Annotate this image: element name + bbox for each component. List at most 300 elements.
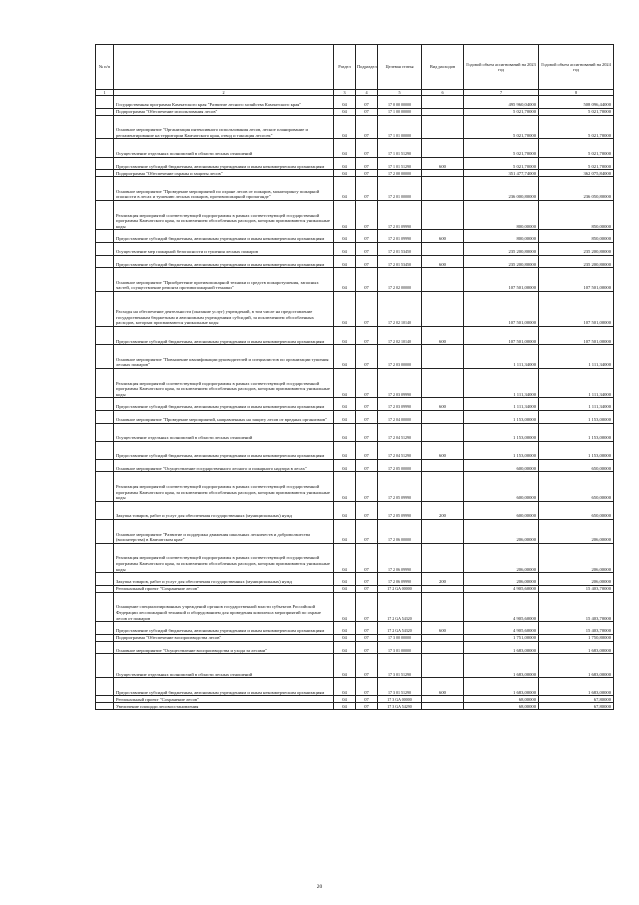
row-name-cell: Региональный проект "Сохранение лесов" — [114, 585, 334, 592]
row-expense-type-cell — [422, 108, 464, 115]
row-expense-type-cell: 600 — [422, 255, 464, 268]
row-2023-cell: 1 111,34000 — [464, 345, 539, 369]
table-row — [96, 423, 614, 441]
row-2024-cell: 650,00000 — [539, 459, 614, 472]
row-2024-cell: 1 153,00000 — [539, 410, 614, 423]
row-expense-type-cell — [422, 345, 464, 369]
row-section-cell: 04 — [334, 459, 356, 472]
row-2023-cell: 600,00000 — [464, 459, 539, 472]
column-number: 1 — [96, 90, 114, 96]
row-target-cell: 17 2 01 09990 — [378, 230, 422, 243]
row-2023-cell: 4 905,60000 — [464, 622, 539, 635]
table-row — [96, 96, 614, 109]
row-2023-cell: 206,00000 — [464, 573, 539, 586]
table-row — [96, 678, 614, 696]
row-section-cell: 04 — [334, 242, 356, 255]
row-section-cell: 04 — [334, 139, 356, 157]
row-name-cell: Основное мероприятие "Развитие и поддержка движения школьных лесничеств и добровольчества (волонтерства) в Камчатском крае" — [114, 520, 334, 544]
row-target-cell: 17 3 GA 00000 — [378, 696, 422, 703]
row-2024-cell: 508 096,44000 — [539, 96, 614, 109]
table-row — [96, 108, 614, 115]
header-num: № п/п — [96, 45, 114, 90]
row-name-cell: Предоставление субсидий бюджетным, автономным учреждениям и иным некоммерческим организациям — [114, 441, 334, 459]
row-num-cell — [96, 654, 114, 678]
row-num-cell — [96, 441, 114, 459]
row-subsection-cell: 07 — [356, 255, 378, 268]
row-name-cell: Подпрограмма "Обеспечение охраны и защиты лесов" — [114, 170, 334, 177]
row-expense-type-cell: 600 — [422, 622, 464, 635]
row-name-cell: Предоставление субсидий бюджетным, автономным учреждениям и иным некоммерческим организациям — [114, 622, 334, 635]
row-subsection-cell: 07 — [356, 472, 378, 501]
row-expense-type-cell — [422, 703, 464, 710]
row-target-cell: 17 3 GA 54290 — [378, 703, 422, 710]
row-num-cell — [96, 641, 114, 654]
row-target-cell: 17 1 00 00000 — [378, 108, 422, 115]
row-2024-cell: 650,00000 — [539, 501, 614, 519]
row-2024-cell: 206,00000 — [539, 543, 614, 572]
header-subsection: Подраздел — [356, 45, 378, 90]
column-number: 6 — [422, 90, 464, 96]
row-section-cell: 04 — [334, 268, 356, 292]
row-subsection-cell: 07 — [356, 177, 378, 201]
row-subsection-cell: 07 — [356, 543, 378, 572]
row-subsection-cell: 07 — [356, 423, 378, 441]
row-name-cell: Закупка товаров, работ и услуг для обеспечения государственных (муниципальных) нужд — [114, 573, 334, 586]
header-name — [114, 45, 334, 90]
row-num-cell — [96, 345, 114, 369]
row-2024-cell: 235 200,80000 — [539, 242, 614, 255]
row-name-cell: Предоставление субсидий бюджетным, автономным учреждениям и иным некоммерческим организациям — [114, 157, 334, 170]
row-name-cell: Государственная программа Камчатского края "Развитие лесного хозяйства Камчатского края" — [114, 96, 334, 109]
row-target-cell: 17 2 04 51290 — [378, 423, 422, 441]
row-2023-cell: 206,00000 — [464, 520, 539, 544]
table-row — [96, 543, 614, 572]
row-2024-cell: 15 403,70000 — [539, 585, 614, 592]
row-expense-type-cell — [422, 242, 464, 255]
row-target-cell: 17 2 03 09990 — [378, 368, 422, 397]
row-section-cell: 04 — [334, 177, 356, 201]
row-target-cell: 17 2 03 00000 — [378, 345, 422, 369]
row-subsection-cell: 07 — [356, 230, 378, 243]
row-subsection-cell: 07 — [356, 368, 378, 397]
row-num-cell — [96, 634, 114, 641]
row-name-cell: Подпрограмма "Обеспечение воспроизводства лесов" — [114, 634, 334, 641]
row-expense-type-cell — [422, 585, 464, 592]
row-expense-type-cell — [422, 472, 464, 501]
row-section-cell: 04 — [334, 472, 356, 501]
row-expense-type-cell — [422, 696, 464, 703]
row-name-cell: Основное мероприятие "Приобретение противопожарной техники и средств пожаротушения, запасных частей, осуществление ремонта противопожарной техники" — [114, 268, 334, 292]
row-2023-cell: 235 200,80000 — [464, 255, 539, 268]
row-subsection-cell: 07 — [356, 139, 378, 157]
row-2024-cell: 67,80000 — [539, 696, 614, 703]
row-subsection-cell: 07 — [356, 441, 378, 459]
row-2024-cell: 236 050,80000 — [539, 177, 614, 201]
row-2024-cell: 107 501,00000 — [539, 326, 614, 344]
table-row — [96, 641, 614, 654]
row-name-cell: Оснащение специализированных учреждений органов государственной власти субъектов Российской Федерации лесопожарной техникой и оборудованием для проведения комплекса мероприятий по охране лесов от пожаров — [114, 592, 334, 621]
row-name-cell: Основное мероприятие "Проведение мероприятий, направленных на защиту лесов от вредных организмов" — [114, 410, 334, 423]
row-name-cell: Предоставление субсидий бюджетным, автономным учреждениям и иным некоммерческим организациям — [114, 230, 334, 243]
page-number: 20 — [316, 884, 323, 890]
row-section-cell: 04 — [334, 157, 356, 170]
row-section-cell: 04 — [334, 291, 356, 326]
row-2023-cell: 495 960,04000 — [464, 96, 539, 109]
header-expense-type: Вид расходов — [422, 45, 464, 90]
table-row — [96, 326, 614, 344]
table-row — [96, 654, 614, 678]
row-num-cell — [96, 268, 114, 292]
row-name-cell: Региональный проект "Сохранение лесов" — [114, 696, 334, 703]
row-target-cell: 17 2 04 51290 — [378, 441, 422, 459]
row-section-cell: 04 — [334, 703, 356, 710]
table-row — [96, 520, 614, 544]
row-target-cell: 17 3 01 51290 — [378, 678, 422, 696]
column-number: 2 — [114, 90, 334, 96]
row-2024-cell: 650,00000 — [539, 472, 614, 501]
row-name-cell: Предоставление субсидий бюджетным, автономным учреждениям и иным некоммерческим организациям — [114, 326, 334, 344]
row-expense-type-cell — [422, 592, 464, 621]
row-section-cell: 04 — [334, 696, 356, 703]
row-section-cell: 04 — [334, 678, 356, 696]
row-expense-type-cell — [422, 634, 464, 641]
row-2024-cell: 1 683,00000 — [539, 641, 614, 654]
row-expense-type-cell — [422, 268, 464, 292]
row-num-cell — [96, 368, 114, 397]
row-num-cell — [96, 520, 114, 544]
row-subsection-cell: 07 — [356, 654, 378, 678]
row-expense-type-cell — [422, 459, 464, 472]
column-number: 7 — [464, 90, 539, 96]
row-num-cell — [96, 696, 114, 703]
row-section-cell: 04 — [334, 326, 356, 344]
row-2024-cell: 1 683,00000 — [539, 678, 614, 696]
row-subsection-cell: 07 — [356, 291, 378, 326]
row-target-cell: 17 2 01 00000 — [378, 177, 422, 201]
row-expense-type-cell: 600 — [422, 678, 464, 696]
row-name-cell: Реализация мероприятий соответствующей подпрограммы в рамках соответствующей государственной программы Камчатского края, за исключением обособленных расходов, которым присваиваются уникальные коды — [114, 200, 334, 229]
row-2023-cell: 5 021,70000 — [464, 157, 539, 170]
row-2023-cell: 600,00000 — [464, 501, 539, 519]
table-row — [96, 157, 614, 170]
row-section-cell: 04 — [334, 200, 356, 229]
row-section-cell: 04 — [334, 96, 356, 109]
row-2024-cell: 206,00000 — [539, 520, 614, 544]
header-2023: Годовой объем ассигнований на 2023 год — [464, 45, 539, 90]
table-row — [96, 291, 614, 326]
row-num-cell — [96, 255, 114, 268]
row-section-cell: 04 — [334, 170, 356, 177]
row-section-cell: 04 — [334, 573, 356, 586]
table-row — [96, 459, 614, 472]
table-row — [96, 634, 614, 641]
row-expense-type-cell — [422, 170, 464, 177]
row-subsection-cell: 07 — [356, 242, 378, 255]
row-2024-cell: 5 021,70000 — [539, 139, 614, 157]
row-2024-cell: 67,80000 — [539, 703, 614, 710]
column-number: 3 — [334, 90, 356, 96]
row-target-cell: 17 2 01 53450 — [378, 242, 422, 255]
row-2023-cell: 5 021,70000 — [464, 115, 539, 139]
row-2024-cell: 362 075,84000 — [539, 170, 614, 177]
table-row — [96, 501, 614, 519]
row-name-cell: Реализация мероприятий соответствующей подпрограммы в рамках соответствующей государственной программы Камчатского края, за исключением обособленных расходов, которым присваиваются уникальные коды — [114, 472, 334, 501]
row-name-cell: Основное мероприятие "Повышение квалификации руководителей и специалистов по организации тушения лесных пожаров" — [114, 345, 334, 369]
row-target-cell: 17 2 01 53450 — [378, 255, 422, 268]
row-subsection-cell: 07 — [356, 678, 378, 696]
row-target-cell: 17 1 01 00000 — [378, 115, 422, 139]
row-2023-cell: 351 477,74000 — [464, 170, 539, 177]
table-row — [96, 441, 614, 459]
row-subsection-cell: 07 — [356, 696, 378, 703]
row-name-cell: Реализация мероприятий соответствующей подпрограммы в рамках соответствующей государственной программы Камчатского края, за исключением обособленных расходов, которым присваиваются уникальные коды — [114, 543, 334, 572]
row-2024-cell: 850,00000 — [539, 230, 614, 243]
row-section-cell: 04 — [334, 520, 356, 544]
row-num-cell — [96, 410, 114, 423]
row-expense-type-cell: 600 — [422, 157, 464, 170]
row-expense-type-cell — [422, 291, 464, 326]
row-subsection-cell: 07 — [356, 703, 378, 710]
table-body — [96, 96, 614, 710]
row-num-cell — [96, 592, 114, 621]
row-2023-cell: 1 153,00000 — [464, 423, 539, 441]
table-row — [96, 696, 614, 703]
row-2024-cell: 107 501,00000 — [539, 268, 614, 292]
row-2023-cell: 1 153,00000 — [464, 410, 539, 423]
row-subsection-cell: 07 — [356, 398, 378, 411]
table-row — [96, 268, 614, 292]
row-expense-type-cell: 600 — [422, 398, 464, 411]
table-row — [96, 115, 614, 139]
row-2024-cell: 5 021,70000 — [539, 115, 614, 139]
row-num-cell — [96, 177, 114, 201]
row-expense-type-cell — [422, 410, 464, 423]
table-row — [96, 703, 614, 710]
row-num-cell — [96, 703, 114, 710]
row-section-cell: 04 — [334, 345, 356, 369]
table-row — [96, 170, 614, 177]
row-target-cell: 17 2 02 10140 — [378, 291, 422, 326]
row-subsection-cell: 07 — [356, 592, 378, 621]
row-subsection-cell: 07 — [356, 410, 378, 423]
row-subsection-cell: 07 — [356, 170, 378, 177]
row-2024-cell: 15 403,70000 — [539, 592, 614, 621]
table-row — [96, 345, 614, 369]
row-name-cell: Основное мероприятие "Проведение мероприятий по охране лесов от пожаров, мониторингу пожарной опасности в лесах и тушению лесных пожаров, противопожарной пропаганде" — [114, 177, 334, 201]
row-2023-cell: 107 501,00000 — [464, 268, 539, 292]
row-section-cell: 04 — [334, 423, 356, 441]
row-section-cell: 04 — [334, 654, 356, 678]
row-target-cell: 17 1 01 51290 — [378, 157, 422, 170]
row-section-cell: 04 — [334, 410, 356, 423]
row-target-cell: 17 2 06 00000 — [378, 520, 422, 544]
table-row — [96, 573, 614, 586]
row-expense-type-cell — [422, 543, 464, 572]
row-num-cell — [96, 139, 114, 157]
table-row — [96, 200, 614, 229]
row-name-cell: Предоставление субсидий бюджетным, автономным учреждениям и иным некоммерческим организациям — [114, 398, 334, 411]
row-num-cell — [96, 398, 114, 411]
row-2024-cell: 1 111,34000 — [539, 345, 614, 369]
row-target-cell: 17 2 02 10140 — [378, 326, 422, 344]
table-row — [96, 592, 614, 621]
row-2023-cell: 1 153,00000 — [464, 441, 539, 459]
row-2024-cell: 15 403,70000 — [539, 622, 614, 635]
row-subsection-cell: 07 — [356, 108, 378, 115]
row-2024-cell: 206,00000 — [539, 573, 614, 586]
row-num-cell — [96, 678, 114, 696]
row-target-cell: 17 3 01 00000 — [378, 641, 422, 654]
row-2024-cell: 107 501,00000 — [539, 291, 614, 326]
row-expense-type-cell — [422, 139, 464, 157]
table-header-row — [96, 45, 614, 90]
row-expense-type-cell — [422, 96, 464, 109]
row-name-cell: Расходы на обеспечение деятельности (оказание услуг) учреждений, в том числе на предоставление государственным бюджетным и автономным учреждениям субсидий, за исключением обособленных расходов, которым присваиваются уникальные коды — [114, 291, 334, 326]
row-num-cell — [96, 459, 114, 472]
row-name-cell: Основное мероприятие "Осуществление государственного лесного и пожарного надзора в лесах" — [114, 459, 334, 472]
row-section-cell: 04 — [334, 501, 356, 519]
row-target-cell: 17 2 05 09990 — [378, 472, 422, 501]
row-target-cell: 17 3 01 51290 — [378, 654, 422, 678]
row-subsection-cell: 07 — [356, 641, 378, 654]
row-target-cell: 17 2 02 00000 — [378, 268, 422, 292]
row-section-cell: 04 — [334, 585, 356, 592]
header-2024: Годовой объем ассигнований на 2024 год — [539, 45, 614, 90]
row-name-cell: Подпрограмма "Обеспечение использования лесов" — [114, 108, 334, 115]
row-2024-cell: 1 683,00000 — [539, 654, 614, 678]
row-subsection-cell: 07 — [356, 157, 378, 170]
row-subsection-cell: 07 — [356, 268, 378, 292]
row-2023-cell: 1 683,00000 — [464, 654, 539, 678]
row-2023-cell: 600,00000 — [464, 472, 539, 501]
row-name-cell: Осуществление отдельных полномочий в области лесных отношений — [114, 654, 334, 678]
row-expense-type-cell — [422, 368, 464, 397]
table-row — [96, 472, 614, 501]
row-subsection-cell: 07 — [356, 622, 378, 635]
row-subsection-cell: 07 — [356, 345, 378, 369]
row-2024-cell: 850,00000 — [539, 200, 614, 229]
row-2023-cell: 4 905,60000 — [464, 585, 539, 592]
row-expense-type-cell: 600 — [422, 441, 464, 459]
row-name-cell: Предоставление субсидий бюджетным, автономным учреждениям и иным некоммерческим организациям — [114, 255, 334, 268]
table-row — [96, 410, 614, 423]
row-2023-cell: 1 683,00000 — [464, 641, 539, 654]
header-target: Целевая статья — [378, 45, 422, 90]
row-subsection-cell: 07 — [356, 459, 378, 472]
row-target-cell: 17 2 06 09990 — [378, 543, 422, 572]
row-section-cell: 04 — [334, 398, 356, 411]
row-subsection-cell: 07 — [356, 326, 378, 344]
row-section-cell: 04 — [334, 641, 356, 654]
row-section-cell: 04 — [334, 115, 356, 139]
row-num-cell — [96, 472, 114, 501]
row-target-cell: 17 1 01 51290 — [378, 139, 422, 157]
row-2024-cell: 5 021,70000 — [539, 108, 614, 115]
table-row — [96, 177, 614, 201]
row-target-cell: 17 2 03 09990 — [378, 398, 422, 411]
row-2023-cell: 5 021,70000 — [464, 139, 539, 157]
row-expense-type-cell — [422, 115, 464, 139]
row-section-cell: 04 — [334, 255, 356, 268]
row-expense-type-cell: 600 — [422, 230, 464, 243]
row-target-cell: 17 0 00 00000 — [378, 96, 422, 109]
row-2024-cell: 1 111,34000 — [539, 368, 614, 397]
row-section-cell: 04 — [334, 368, 356, 397]
row-expense-type-cell — [422, 423, 464, 441]
row-expense-type-cell — [422, 200, 464, 229]
budget-table-page — [95, 44, 613, 710]
row-num-cell — [96, 423, 114, 441]
table-row — [96, 255, 614, 268]
row-target-cell: 17 2 GA 54320 — [378, 592, 422, 621]
row-section-cell: 04 — [334, 230, 356, 243]
row-2024-cell: 1 750,80000 — [539, 634, 614, 641]
header-section: Раздел — [334, 45, 356, 90]
row-2024-cell: 1 153,00000 — [539, 441, 614, 459]
row-2024-cell: 1 153,00000 — [539, 423, 614, 441]
row-2023-cell: 800,00000 — [464, 200, 539, 229]
row-num-cell — [96, 230, 114, 243]
row-subsection-cell: 07 — [356, 573, 378, 586]
row-num-cell — [96, 242, 114, 255]
row-num-cell — [96, 622, 114, 635]
row-section-cell: 04 — [334, 634, 356, 641]
row-2023-cell: 206,00000 — [464, 543, 539, 572]
table-row — [96, 230, 614, 243]
row-name-cell: Осуществление отдельных полномочий в области лесных отношений — [114, 423, 334, 441]
row-target-cell: 17 3 00 00000 — [378, 634, 422, 641]
row-num-cell — [96, 291, 114, 326]
column-number: 8 — [539, 90, 614, 96]
row-section-cell: 04 — [334, 622, 356, 635]
row-expense-type-cell: 200 — [422, 501, 464, 519]
row-target-cell: 17 2 GA 54320 — [378, 622, 422, 635]
row-subsection-cell: 07 — [356, 200, 378, 229]
row-num-cell — [96, 157, 114, 170]
row-num-cell — [96, 573, 114, 586]
row-num-cell — [96, 200, 114, 229]
row-expense-type-cell — [422, 177, 464, 201]
row-2023-cell: 1 111,34000 — [464, 368, 539, 397]
row-name-cell: Осуществление мер пожарной безопасности и тушения лесных пожаров — [114, 242, 334, 255]
row-section-cell: 04 — [334, 441, 356, 459]
row-expense-type-cell: 600 — [422, 326, 464, 344]
row-num-cell — [96, 115, 114, 139]
row-2023-cell: 68,00000 — [464, 696, 539, 703]
row-subsection-cell: 07 — [356, 501, 378, 519]
row-target-cell: 17 2 04 00000 — [378, 410, 422, 423]
row-2023-cell: 4 905,60000 — [464, 592, 539, 621]
row-2023-cell: 107 501,00000 — [464, 326, 539, 344]
table-row — [96, 398, 614, 411]
row-num-cell — [96, 170, 114, 177]
row-2023-cell: 68,00000 — [464, 703, 539, 710]
row-expense-type-cell: 200 — [422, 573, 464, 586]
table-row — [96, 585, 614, 592]
row-name-cell: Закупка товаров, работ и услуг для обеспечения государственных (муниципальных) нужд — [114, 501, 334, 519]
row-2023-cell: 107 501,00000 — [464, 291, 539, 326]
row-name-cell: Реализация мероприятий соответствующей подпрограммы в рамках соответствующей государственной программы Камчатского края, за исключением обособленных расходов, которым присваиваются уникальные коды — [114, 368, 334, 397]
row-name-cell: Основное мероприятие "Организация интенсивного использования лесов, лесное планирование и регламентирование на территории Камчатского края, отвод и таксация лесосек" — [114, 115, 334, 139]
row-num-cell — [96, 96, 114, 109]
row-name-cell: Основное мероприятие "Осуществление воспроизводства и ухода за лесами" — [114, 641, 334, 654]
row-2024-cell: 1 111,34000 — [539, 398, 614, 411]
row-target-cell: 17 2 05 00000 — [378, 459, 422, 472]
row-subsection-cell: 07 — [356, 520, 378, 544]
budget-table — [95, 44, 614, 710]
row-2023-cell: 1 683,00000 — [464, 678, 539, 696]
row-section-cell: 04 — [334, 592, 356, 621]
